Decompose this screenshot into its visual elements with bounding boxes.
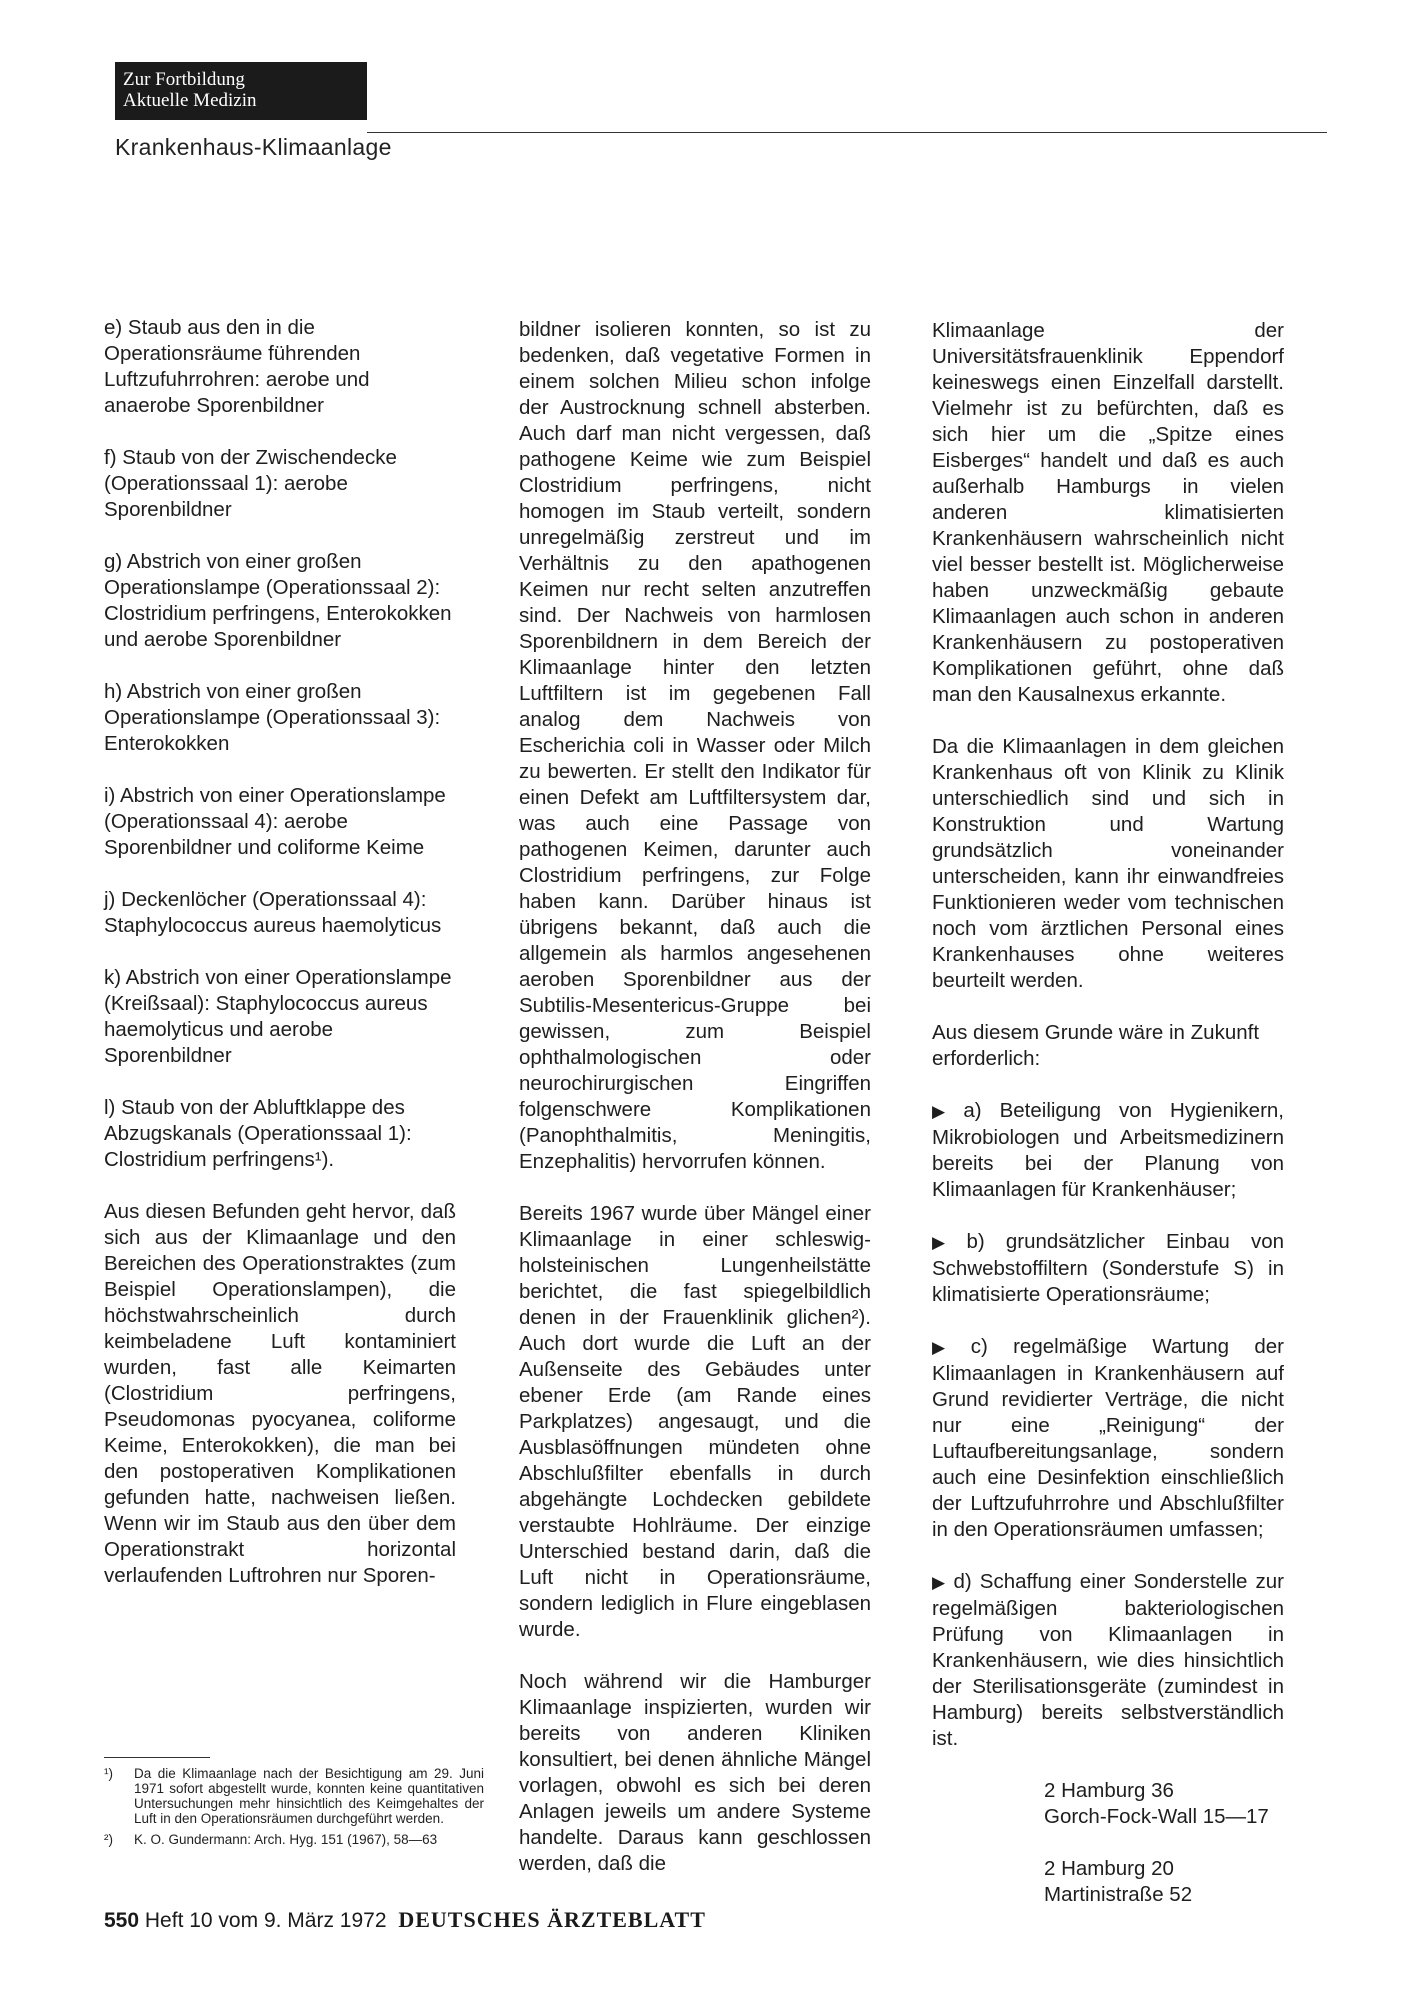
page-number: 550 — [104, 1909, 140, 1932]
badge-line-1: Zur Fortbildung — [123, 69, 245, 90]
paragraph: Noch während wir die Hamburger Klimaanlage inspizierten, wurden wir bereits von anderen Kliniken konsultiert, bei denen ähnliche Mängel vorlagen, obwohl es sich bei deren Anlagen jeweils um andere Systeme handelte. Daraus kann geschlossen werden, daß die — [519, 1670, 871, 1875]
footnotes — [104, 1766, 484, 1853]
publication-name: DEUTSCHES ÄRZTEBLATT — [398, 1907, 706, 1932]
paragraph: bildner isolieren konnten, so ist zu bedenken, daß vegetative Formen in einem solchen Milieu schon infolge der Austrocknung schnell absterben. Auch darf man nicht vergessen, daß pathogene Keime wie zum Beispiel Clostridium perfringens, nicht homogen im Staub verteilt, sondern unregelmäßig zerstreut und im Verhältnis zu den apathogenen Keimen nur recht selten anzutreffen sind. Der Nachweis von harmlosen Sporenbildnern in dem Bereich der Klimaanlage hinter den letzten Luftfiltern ist im gegebenen Fall analog dem Nachweis von Escherichia coli in Wasser oder Milch zu bewerten. Er stellt den Indikator für einen Defekt am Luftfiltersystem dar, was auch eine Passage von pathogenen Keimen, darunter auch Clostridium perfringens, zur Folge haben kann. Darüber hinaus ist übrigens bekannt, daß auch die allgemein als harmlos angesehenen aeroben Sporenbildner aus der Subtilis-Mesentericus-Gruppe bei gewissen, zum Beispiel ophthalmologischen oder neurochirurgischen Eingriffen folgenschwere Komplikationen (Panophthalmitis, Meningitis, Enzephalitis) hervorrufen können. — [519, 318, 871, 1173]
arrow-bullet-icon: ▶ — [932, 1102, 958, 1121]
finding-e: e) Staub aus den in die Operationsräume führenden Luftzufuhrrohren: aerobe und anaerobe Sporenbildner — [104, 316, 370, 417]
finding-l: l) Staub von der Abluftklappe des Abzugskanals (Operationssaal 1): Clostridium perfringens¹). — [104, 1096, 412, 1171]
list-item — [932, 1569, 1284, 1752]
list-item — [932, 1334, 1284, 1543]
footnote-mark: ¹) — [104, 1766, 113, 1781]
footnote-rule — [104, 1757, 210, 1758]
column-2 — [519, 317, 871, 1877]
address-line: 2 Hamburg 20 — [1044, 1857, 1174, 1880]
footnote — [104, 1832, 484, 1847]
paragraph: Aus diesem Grunde wäre in Zukunft erforderlich: — [932, 1021, 1260, 1070]
list-item-text: d) Schaffung einer Sonderstelle zur regelmäßigen bakteriologischen Prüfung von Klimaanlagen in Krankenhäusern, wie dies hinsichtlich der Sterilisationsgeräte (zumindest in Hamburg) bereits selbstverständlich ist. — [932, 1570, 1285, 1750]
list-item — [932, 1098, 1284, 1203]
column-3 — [932, 318, 1284, 1934]
finding-h: h) Abstrich von einer großen Operationslampe (Operationssaal 3): Enterokokken — [104, 680, 441, 755]
finding-k: k) Abstrich von einer Operationslampe (Kreißsaal): Staphylococcus aureus haemolyticus und aerobe Sporenbildner — [104, 966, 452, 1067]
paragraph: Aus diesen Befunden geht hervor, daß sich aus der Klimaanlage und den Bereichen des Operationstraktes (zum Beispiel Operationslampen), die höchstwahrscheinlich durch keimbeladene Luft kontaminiert wurden, fast alle Keimarten (Clostridium perfringens, Pseudomonas pyocyanea, coliforme Keime, Enterokokken), die man bei den postoperativen Komplikationen gefunden hatte, nachweisen ließen. Wenn wir im Staub aus den über dem Operationstrakt horizontal verlaufenden Luftrohren nur Sporen- — [104, 1200, 456, 1587]
badge-line-2: Aktuelle Medizin — [123, 90, 257, 111]
column-1 — [104, 315, 456, 1589]
paragraph: Klimaanlage der Universitätsfrauenklinik Eppendorf keineswegs einen Einzelfall darstellt. Vielmehr ist zu befürchten, daß es sich hier um die „Spitze eines Eisberges“ handelt und daß es auch außerhalb Hamburgs in vielen anderen klimatisierten Krankenhäusern wahrscheinlich nicht viel besser bestellt ist. Möglicherweise haben unzweckmäßig gebaute Klimaanlagen auch schon in anderen Krankenhäusern zu postoperativen Komplikationen geführt, ohne daß man den Kausalnexus erkannte. — [932, 319, 1284, 706]
finding-j: j) Deckenlöcher (Operationssaal 4): Staphylococcus aureus haemolyticus — [104, 888, 442, 937]
finding-g: g) Abstrich von einer großen Operationslampe (Operationssaal 2): Clostridium perfringens, Enterokokken und aerobe Sporenbildner — [104, 550, 452, 651]
arrow-bullet-icon: ▶ — [932, 1233, 961, 1252]
section-title: Krankenhaus-Klimaanlage — [115, 134, 392, 160]
finding-f: f) Staub von der Zwischendecke (Operationssaal 1): aerobe Sporenbildner — [104, 446, 397, 521]
list-item-text: b) grundsätzlicher Einbau von Schwebstoffiltern (Sonderstufe S) in klimatisierte Operationsräume; — [932, 1230, 1284, 1306]
section-badge — [115, 62, 367, 120]
footnote-text: Da die Klimaanlage nach der Besichtigung am 29. Juni 1971 sofort abgestellt wurde, konnten keine quantitativen Untersuchungen mehr hinsichtlich des Keimgehaltes der Luft in den Operationsräumen durchgeführt werden. — [134, 1766, 484, 1826]
paragraph: Bereits 1967 wurde über Mängel einer Klimaanlage in einer schleswig-holsteinischen Lungenheilstätte berichtet, die fast spiegelbildlich denen in der Frauenklinik glichen²). Auch dort wurde die Luft an der Außenseite des Gebäudes unter ebener Erde (am Rande eines Parkplatzes) angesaugt, und die Ausblasöffnungen mündeten ohne Abschlußfilter ebenfalls in durch abgehängte Lochdecken gebildete verstaubte Hohlräume. Der einzige Unterschied bestand darin, daß die Luft nicht in Operationsräume, sondern lediglich in Flure eingeblasen wurde. — [519, 1202, 871, 1641]
author-address — [932, 1856, 1284, 1908]
footnote — [104, 1766, 484, 1826]
arrow-bullet-icon: ▶ — [932, 1338, 965, 1357]
list-item-text: a) Beteiligung von Hygienikern, Mikrobiologen und Arbeitsmedizinern bereits bei der Planung von Klimaanlagen für Krankenhäuser; — [932, 1099, 1285, 1201]
address-line: 2 Hamburg 36 — [1044, 1779, 1174, 1802]
author-address — [932, 1778, 1284, 1830]
header-rule — [367, 132, 1327, 133]
address-line: Gorch-Fock-Wall 15—17 — [1044, 1805, 1269, 1828]
list-item-text: c) regelmäßige Wartung der Klimaanlagen in Krankenhäusern auf Grund revidierter Verträge, die nicht nur eine „Reinigung“ der Luftaufbereitungsanlage, sondern auch eine Desinfektion einschließlich der Luftzufuhrrohre und Abschlußfilter in den Operationsräumen umfassen; — [932, 1335, 1285, 1541]
list-item — [932, 1229, 1284, 1308]
footnote-mark: ²) — [104, 1832, 113, 1847]
page-footer — [104, 1907, 706, 1933]
issue-info: Heft 10 vom 9. März 1972 — [144, 1909, 387, 1932]
paragraph: Da die Klimaanlagen in dem gleichen Krankenhaus oft von Klinik zu Klinik unterschiedlich sind und sich in Konstruktion und Wartung grundsätzlich voneinander unterscheiden, kann ihr einwandfreies Funktionieren weder vom technischen noch vom ärztlichen Personal eines Krankenhauses ohne weiteres beurteilt werden. — [932, 735, 1284, 992]
arrow-bullet-icon: ▶ — [932, 1573, 948, 1592]
address-line: Martinistraße 52 — [1044, 1883, 1193, 1906]
footnote-text: K. O. Gundermann: Arch. Hyg. 151 (1967), 58—63 — [134, 1832, 438, 1847]
finding-i: i) Abstrich von einer Operationslampe (Operationssaal 4): aerobe Sporenbildner und coliforme Keime — [104, 784, 446, 859]
